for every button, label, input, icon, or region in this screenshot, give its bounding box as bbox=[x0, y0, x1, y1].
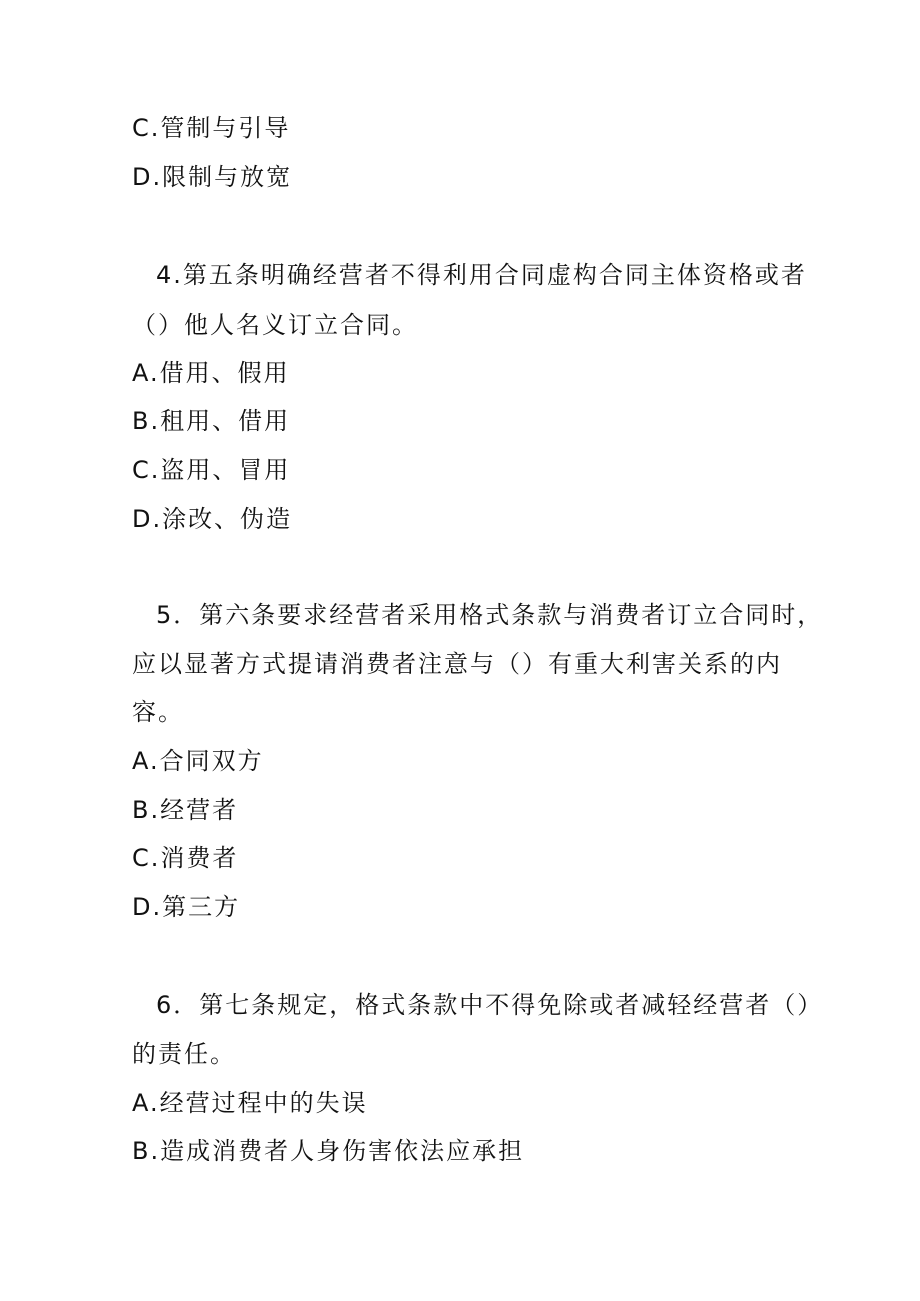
q6-line-2: 的责任。 bbox=[132, 1040, 236, 1068]
q5-option-c: C.消费者 bbox=[132, 844, 239, 872]
q3-option-d: D.限制与放宽 bbox=[132, 163, 293, 191]
q5-option-a: A.合同双方 bbox=[132, 747, 264, 775]
q4-option-d: D.涂改、伪造 bbox=[132, 505, 293, 533]
q5-line-1: 5．第六条要求经营者采用格式条款与消费者订立合同时， bbox=[156, 601, 824, 629]
q5-option-b: B.经营者 bbox=[132, 796, 239, 824]
q4-option-c: C.盗用、冒用 bbox=[132, 456, 291, 484]
q6-line-1: 6．第七条规定，格式条款中不得免除或者减轻经营者（） bbox=[156, 991, 824, 1019]
q6-option-a: A.经营过程中的失误 bbox=[132, 1089, 368, 1117]
q3-option-c: C.管制与引导 bbox=[132, 114, 291, 142]
q5-line-2: 应以显著方式提请消费者注意与（）有重大利害关系的内 bbox=[132, 650, 782, 678]
q4-option-b: B.租用、借用 bbox=[132, 407, 291, 435]
q4-line-1: 4.第五条明确经营者不得利用合同虚构合同主体资格或者 bbox=[156, 261, 807, 289]
q4-option-a: A.借用、假用 bbox=[132, 359, 290, 387]
q5-line-3: 容。 bbox=[132, 698, 184, 726]
q4-line-2: （）他人名义订立合同。 bbox=[132, 311, 418, 339]
q5-option-d: D.第三方 bbox=[132, 893, 241, 921]
q6-option-b: B.造成消费者人身伤害依法应承担 bbox=[132, 1137, 525, 1165]
